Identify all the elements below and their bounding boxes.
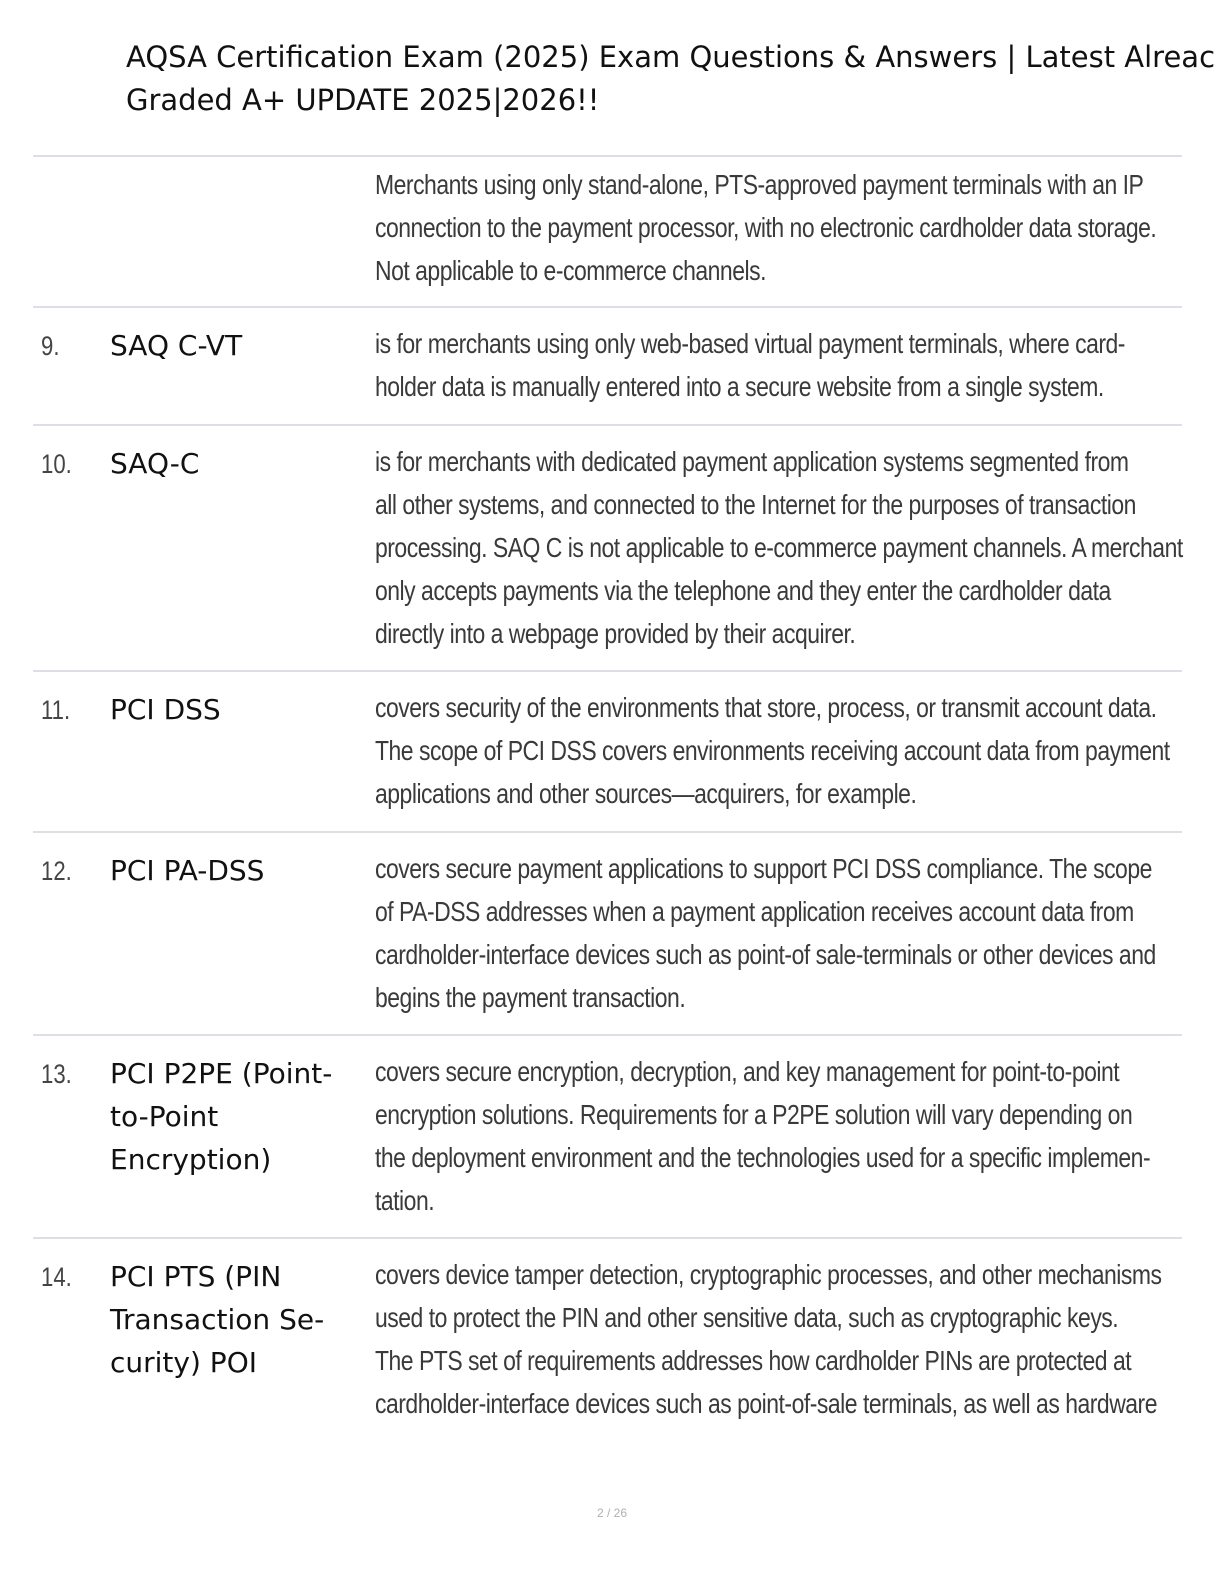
entry-number: 13. <box>41 1059 72 1089</box>
definition-line: Not applicable to e-commerce channels. <box>375 255 766 286</box>
entry-number: 12. <box>41 856 72 886</box>
list-item <box>33 1239 1182 1439</box>
definition-line: only accepts payments via the telephone and they enter the cardholder data <box>375 575 1111 606</box>
definition-line: connection to the payment processor, with no electronic cardholder data storage. <box>375 212 1157 243</box>
definition-line: tation. <box>375 1185 435 1216</box>
list-item <box>33 1036 1182 1239</box>
entry-term: PCI PTS (PIN Transaction Se- curity) POI <box>110 1260 325 1379</box>
list-item <box>33 157 1182 308</box>
definition-line: cardholder-interface devices such as point-of-sale terminals, as well as hardware <box>375 1388 1157 1419</box>
entry-term: PCI P2PE (Point-to-Point Encryption) <box>110 1057 333 1176</box>
entry-definition <box>375 163 1162 292</box>
definition-line: begins the payment transaction. <box>375 982 686 1013</box>
definition-line: is for merchants using only web-based virtual payment terminals, where card- <box>375 328 1125 359</box>
entry-definition <box>375 1253 1162 1425</box>
definition-line: covers device tamper detection, cryptographic processes, and other mechanisms <box>375 1259 1162 1290</box>
definition-line: The scope of PCI DSS covers environments receiving account data from payment <box>375 735 1170 766</box>
entry-definition <box>375 686 1170 815</box>
definition-line: covers security of the environments that store, process, or transmit account data. <box>375 692 1157 723</box>
entry-number: 9. <box>41 331 60 361</box>
entry-number: 14. <box>41 1262 72 1292</box>
page-number: 2 / 26 <box>596 1506 628 1520</box>
entry-definition <box>375 1050 1162 1222</box>
entry-term: SAQ-C <box>110 447 200 480</box>
entry-definition <box>375 322 1162 408</box>
definition-line: used to protect the PIN and other sensitive data, such as cryptographic keys. <box>375 1302 1119 1333</box>
entry-term: PCI DSS <box>110 693 221 726</box>
list-item <box>33 833 1182 1036</box>
definition-line: holder data is manually entered into a secure website from a single system. <box>375 371 1104 402</box>
entry-term: PCI PA-DSS <box>110 854 265 887</box>
definition-line: covers secure payment applications to support PCI DSS compliance. The scope <box>375 853 1152 884</box>
list-item <box>33 308 1182 426</box>
document-title <box>126 36 1224 122</box>
definition-line: the deployment environment and the technologies used for a specific implemen- <box>375 1142 1151 1173</box>
definition-line: processing. SAQ C is not applicable to e-commerce payment channels. A merchant <box>375 532 1183 563</box>
definition-line: of PA-DSS addresses when a payment application receives account data from <box>375 896 1134 927</box>
definition-line: The PTS set of requirements addresses how cardholder PINs are protected at <box>375 1345 1132 1376</box>
list-item <box>33 426 1182 672</box>
definition-line: applications and other sources—acquirers, for example. <box>375 778 917 809</box>
definition-line: encryption solutions. Requirements for a P2PE solution will vary depending on <box>375 1099 1133 1130</box>
entry-term: SAQ C-VT <box>110 329 243 362</box>
definition-line: Merchants using only stand-alone, PTS-approved payment terminals with an IP <box>375 169 1144 200</box>
definition-line: is for merchants with dedicated payment application systems segmented from <box>375 446 1129 477</box>
definition-line: all other systems, and connected to the Internet for the purposes of transaction <box>375 489 1136 520</box>
entry-number: 10. <box>41 449 72 479</box>
definition-line: cardholder-interface devices such as point-of sale-terminals or other devices and <box>375 939 1156 970</box>
title-line-2: Graded A+ UPDATE 2025|2026!! <box>126 83 600 117</box>
entry-definition <box>375 440 1183 655</box>
flashcard-list <box>33 155 1182 1439</box>
definition-line: directly into a webpage provided by their acquirer. <box>375 618 856 649</box>
title-line-1: AQSA Certification Exam (2025) Exam Questions & Answers | Latest Alreac <box>126 40 1216 74</box>
entry-number: 11. <box>41 695 71 725</box>
entry-definition <box>375 847 1162 1019</box>
definition-line: covers secure encryption, decryption, and key management for point-to-point <box>375 1056 1120 1087</box>
list-item <box>33 672 1182 833</box>
